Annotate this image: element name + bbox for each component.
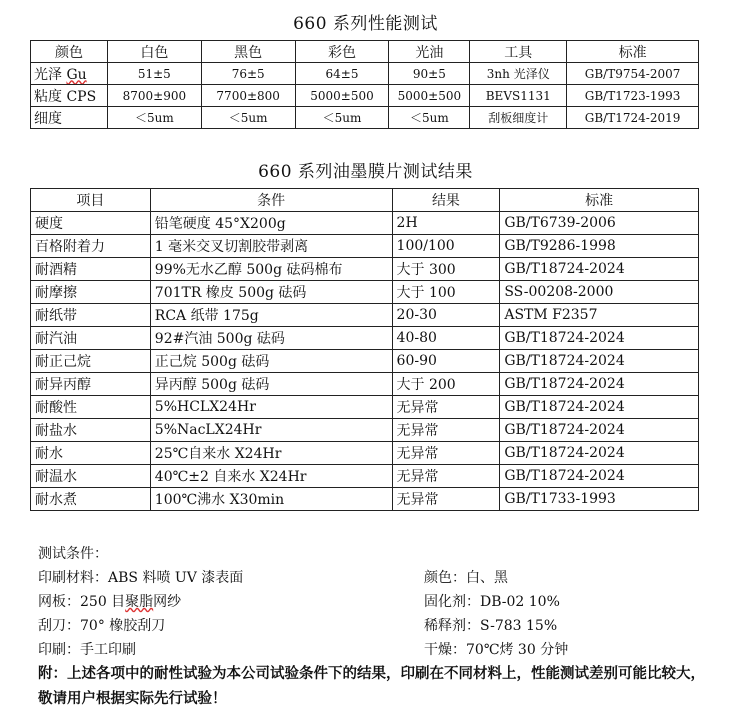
table-cell: 20-30 [392,304,500,327]
table-row [31,488,699,511]
table-cell: 大于 100 [392,281,500,304]
header-cell: 工具 [470,41,567,63]
row-label: 光泽 Gu [31,63,108,85]
table-cell: GB/T9286-1998 [500,235,699,258]
table-cell: GB/T1723-1993 [567,85,699,107]
table-cell: 100℃沸水 X30min [150,488,392,511]
table-cell: 刮板细度计 [470,107,567,129]
header-cell: 条件 [150,189,392,212]
table-cell: 异丙醇 500g 砝码 [150,373,392,396]
row-label: 粘度 CPS [31,85,108,107]
table-cell: ＜5um [389,107,470,129]
table-cell: ＜5um [201,107,295,129]
table-header-row [31,189,699,212]
header-cell: 光油 [389,41,470,63]
table-cell: 5%NacLX24Hr [150,419,392,442]
table-cell: ＜5um [107,107,201,129]
table-cell: 701TR 橡皮 500g 砝码 [150,281,392,304]
table2-title: 660 系列油墨膜片测试结果 [258,162,473,182]
table-cell: 5000±500 [295,85,389,107]
table-cell: 8700±900 [107,85,201,107]
header-cell: 标准 [567,41,699,63]
header-cell: 项目 [31,189,151,212]
table-cell: ＜5um [295,107,389,129]
header-cell: 彩色 [295,41,389,63]
curing-agent: 固化剂：DB-02 10% [424,594,560,610]
printing-material: 印刷材料：ABS 料喷 UV 漆表面 [38,570,244,586]
conditions-heading: 测试条件： [38,546,108,562]
table-cell: 100/100 [392,235,500,258]
table-row [31,396,699,419]
table-row [31,419,699,442]
table-row [31,350,699,373]
table-cell: GB/T18724-2024 [500,396,699,419]
row-label: 耐水煮 [31,488,151,511]
squeegee: 刮刀：70° 橡胶刮刀 [38,618,166,634]
row-label: 百格附着力 [31,235,151,258]
table-row [31,85,699,107]
table-cell: 90±5 [389,63,470,85]
row-label: 耐盐水 [31,419,151,442]
table-cell: GB/T6739-2006 [500,212,699,235]
table-cell: GB/T18724-2024 [500,327,699,350]
row-label: 耐水 [31,442,151,465]
row-label: 硬度 [31,212,151,235]
table-cell: 5000±500 [389,85,470,107]
table-row [31,304,699,327]
thinner: 稀释剂：S-783 15% [424,618,558,634]
table-row [31,281,699,304]
table-cell: 40-80 [392,327,500,350]
table-cell: BEVS1131 [470,85,567,107]
table-cell: GB/T18724-2024 [500,419,699,442]
row-label: 细度 [31,107,108,129]
table-cell: 40℃±2 自来水 X24Hr [150,465,392,488]
ink-color: 颜色：白、黑 [424,570,508,586]
remark-note: 附：上述各项中的耐性试验为本公司试验条件下的结果，印刷在不同材料上，性能测试差别可能比较大，敬请用户根据实际先行试验！ [38,665,705,707]
header-cell: 颜色 [31,41,108,63]
row-label: 耐摩擦 [31,281,151,304]
table-cell: GB/T18724-2024 [500,465,699,488]
table-cell: 25℃自来水 X24Hr [150,442,392,465]
table-row [31,373,699,396]
table-row [31,235,699,258]
row-label: 耐酒精 [31,258,151,281]
table-cell: GB/T18724-2024 [500,258,699,281]
table-row [31,442,699,465]
table-cell: 99%无水乙醇 500g 砝码棉布 [150,258,392,281]
table-cell: GB/T18724-2024 [500,373,699,396]
table-cell: GB/T18724-2024 [500,442,699,465]
table-cell: RCA 纸带 175g [150,304,392,327]
drying: 干燥：70℃烤 30 分钟 [424,642,569,658]
table-row [31,465,699,488]
table-cell: 大于 300 [392,258,500,281]
table-cell: 7700±800 [201,85,295,107]
table-row [31,258,699,281]
screen-mesh: 网板：250 目聚脂网纱 [38,594,182,610]
table-cell: 3nh 光泽仪 [470,63,567,85]
table-cell: 1 毫米交叉切割胶带剥离 [150,235,392,258]
header-cell: 结果 [392,189,500,212]
table-row [31,212,699,235]
table-cell: 无异常 [392,465,500,488]
table-cell: 无异常 [392,442,500,465]
table-cell: 无异常 [392,396,500,419]
row-label: 耐汽油 [31,327,151,350]
table-row [31,327,699,350]
table-row [31,107,699,129]
table-cell: 无异常 [392,419,500,442]
printing-method: 印刷：手工印刷 [38,642,136,658]
row-label: 耐正己烷 [31,350,151,373]
table-cell: 60-90 [392,350,500,373]
row-label: 耐温水 [31,465,151,488]
table-cell: GB/T18724-2024 [500,350,699,373]
table-cell: 76±5 [201,63,295,85]
table-cell: 92#汽油 500g 砝码 [150,327,392,350]
performance-table [30,40,699,129]
table-cell: GB/T1724-2019 [567,107,699,129]
row-label: 耐异丙醇 [31,373,151,396]
table-cell: 正己烷 500g 砝码 [150,350,392,373]
row-label: 耐酸性 [31,396,151,419]
table-row [31,63,699,85]
table-cell: 51±5 [107,63,201,85]
table-cell: 铅笔硬度 45°X200g [150,212,392,235]
table-cell: ASTM F2357 [500,304,699,327]
header-cell: 标准 [500,189,699,212]
table-cell: 2H [392,212,500,235]
table-cell: 5%HCLX24Hr [150,396,392,419]
header-cell: 白色 [107,41,201,63]
table-cell: 64±5 [295,63,389,85]
table1-title: 660 系列性能测试 [293,14,438,34]
table-cell: 无异常 [392,488,500,511]
table-cell: GB/T9754-2007 [567,63,699,85]
table-cell: SS-00208-2000 [500,281,699,304]
film-test-table [30,188,699,511]
table-cell: 大于 200 [392,373,500,396]
header-cell: 黑色 [201,41,295,63]
table-header-row [31,41,699,63]
row-label: 耐纸带 [31,304,151,327]
table-cell: GB/T1733-1993 [500,488,699,511]
